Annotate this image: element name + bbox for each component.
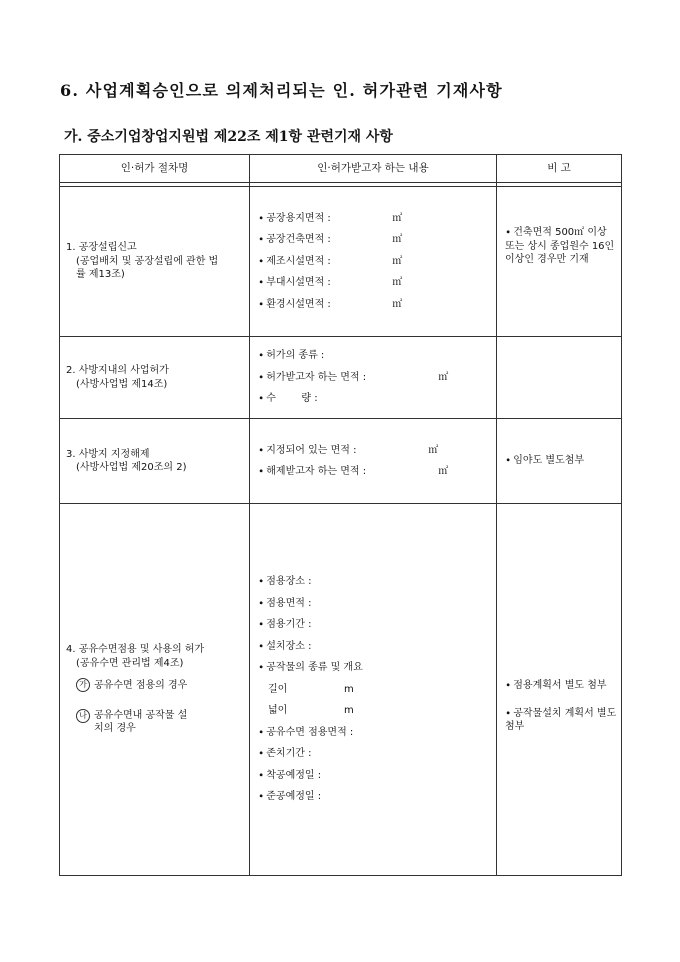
row4-note2: ∙ 공작물설치 계획서 별도첨부 (505, 707, 617, 734)
row1-procedure (60, 187, 250, 337)
list-item: ∙ 허가받고자 하는 면적 : ㎡ (258, 371, 496, 385)
list-item: ∙ 환경시설면적 : ㎡ (258, 298, 496, 312)
header-remarks: 비 고 (497, 155, 622, 183)
list-item: ∙ 공작물의 종류 및 개요 (258, 661, 496, 675)
list-item: ∙ 제조시설면적 : ㎡ (258, 255, 496, 269)
row4-law: (공유수면 관리법 제4조) (76, 657, 184, 669)
permit-table (59, 154, 622, 876)
list-item: ∙ 점용면적 : (258, 597, 496, 611)
row4-name: 4. 공유수면점용 및 사용의 허가 (66, 644, 205, 656)
table-row (60, 504, 622, 876)
list-item: ∙ 해제받고자 하는 면적 : ㎡ (258, 465, 496, 479)
list-item: 길이 m (268, 683, 354, 695)
circle-mark-ga: 가 (76, 678, 90, 692)
row1-note: ∙ 건축면적 500㎡ 이상 또는 상시 종업원수 16인 이상인 경우만 기재 (505, 226, 617, 267)
list-item: ∙ 공유수면 점용면적 : (258, 726, 496, 740)
list-item: ∙ 공장건축면적 : ㎡ (258, 233, 496, 247)
list-item: ∙ 점용장소 : (258, 575, 496, 589)
list-item: ∙ 착공예정일 : (258, 769, 496, 783)
list-item: ∙ 설치장소 : (258, 640, 496, 654)
row1-remarks (497, 187, 622, 337)
row4-content (250, 504, 497, 876)
list-item: 넓이 m (268, 705, 354, 717)
list-item: ∙ 존치기간 : (258, 747, 496, 761)
row2-procedure (60, 337, 250, 419)
list-item: ∙ 점용기간 : (258, 618, 496, 632)
header-content: 인·허가받고자 하는 내용 (250, 155, 497, 183)
row3-name: 3. 사방지 지정해제 (66, 448, 150, 460)
row1-content (250, 187, 497, 337)
table-header-row (60, 155, 622, 183)
list-item: ∙ 수 량 : (258, 392, 496, 406)
row3-content (250, 419, 497, 504)
section-title: 6. 사업계획승인으로 의제처리되는 인. 허가관련 기재사항 (60, 81, 503, 100)
row2-name: 2. 사방지내의 사업허가 (66, 365, 169, 376)
row4-procedure (60, 504, 250, 876)
row4-note1: ∙ 점용계획서 별도 첨부 (505, 679, 617, 693)
list-item: ∙ 허가의 종류 : (258, 349, 496, 363)
row2-remarks (497, 337, 622, 419)
list-item: ∙ 공장용지면적 : ㎡ (258, 212, 496, 226)
header-procedure: 인·허가 절차명 (60, 155, 250, 183)
row3-procedure (60, 419, 250, 504)
row2-content (250, 337, 497, 419)
row1-law: (공업배치 및 공장설립에 관한 법률 제13조) (76, 255, 219, 281)
row2-law: (사방사업법 제14조) (76, 378, 168, 390)
row4-sub2: 나 공유수면내 공작물 설치의 경우 (66, 709, 226, 736)
list-item: ∙ 준공예정일 : (258, 790, 496, 804)
circle-mark-na: 나 (76, 709, 90, 723)
row3-note: ∙ 임야도 별도첨부 (505, 454, 617, 468)
row3-remarks (497, 419, 622, 504)
section-subtitle: 가. 중소기업창업지원법 제22조 제1항 관련기재 사항 (64, 129, 393, 145)
list-item: ∙ 지정되어 있는 면적 : ㎡ (258, 444, 496, 458)
table-row (60, 187, 622, 337)
list-item: ∙ 부대시설면적 : ㎡ (258, 276, 496, 290)
table-row (60, 337, 622, 419)
row3-law: (사방사업법 제20조의 2) (76, 462, 187, 473)
table-row (60, 419, 622, 504)
row4-sub1: 가 공유수면 점용의 경우 (66, 678, 249, 693)
row1-name: 1. 공장설립신고 (66, 242, 137, 254)
row4-remarks (497, 504, 622, 876)
